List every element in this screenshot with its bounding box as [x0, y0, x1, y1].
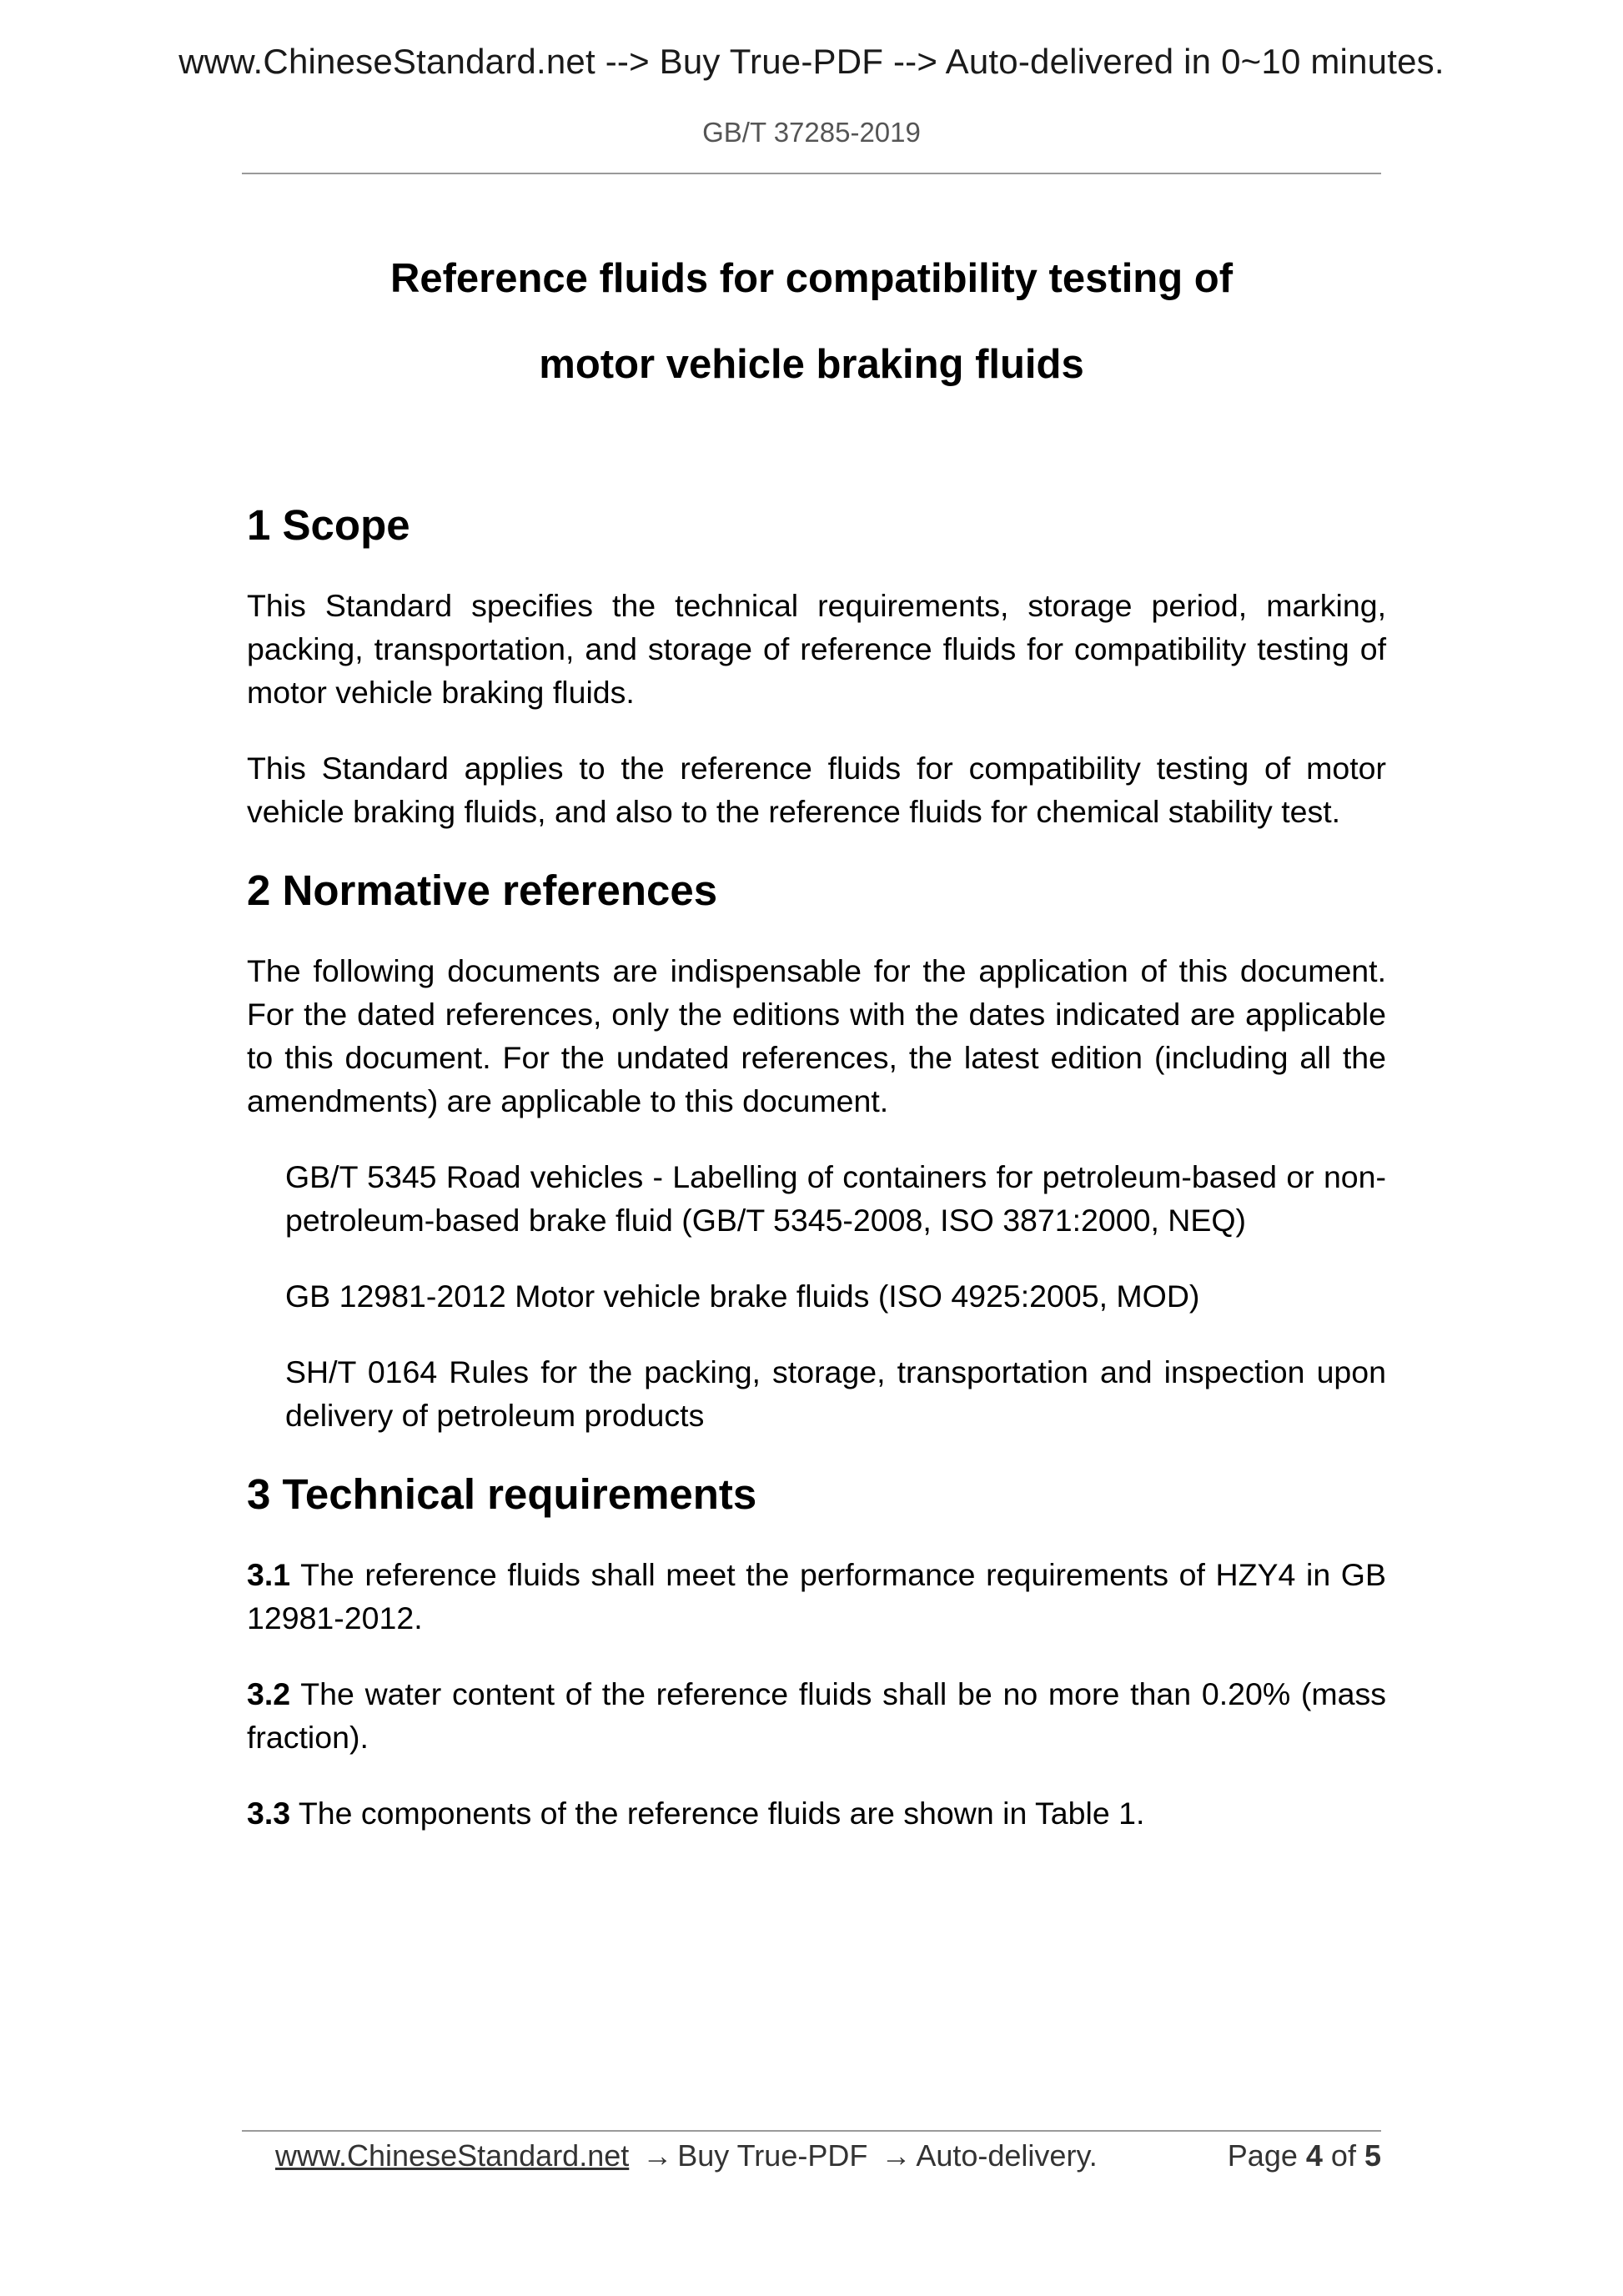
page-number: 4 — [1305, 2138, 1323, 2173]
clause-text: The components of the reference fluids are shown in Table 1. — [290, 1796, 1145, 1831]
standard-code: GB/T 37285-2019 — [702, 117, 921, 148]
reference-item: SH/T 0164 Rules for the packing, storage, transportation and inspection upon delivery of petroleum products — [285, 1354, 1386, 1433]
scope-paragraph-2: This Standard applies to the reference fluids for compatibility testing of motor vehicle braking fluids, and also to the reference fluids for chemical stability test. — [247, 751, 1386, 829]
footer-divider — [242, 2130, 1381, 2132]
header-banner: www.ChineseStandard.net --> Buy True-PDF --> Auto-delivered in 0~10 minutes. — [178, 42, 1445, 81]
reference-item: GB 12981-2012 Motor vehicle brake fluids (ISO 4925:2005, MOD) — [285, 1279, 1200, 1314]
clause-text: The reference fluids shall meet the performance requirements of HZY4 in GB 12981-2012. — [247, 1557, 1386, 1635]
document-body — [247, 492, 1386, 1835]
footer-buy-text: Buy True-PDF — [677, 2138, 868, 2173]
clause-number: 3.2 — [247, 1676, 291, 1711]
footer-site-link[interactable]: www.ChineseStandard.net — [275, 2138, 630, 2173]
page-total: 5 — [1364, 2138, 1381, 2173]
section-heading-scope: 1 Scope — [247, 501, 410, 549]
header-divider — [242, 173, 1381, 174]
title-line-1: Reference fluids for compatibility testing of — [389, 256, 1234, 301]
clause-number: 3.3 — [247, 1796, 291, 1831]
title-line-2: motor vehicle braking fluids — [539, 342, 1084, 387]
page-label: Page — [1227, 2138, 1298, 2173]
page-footer — [275, 2135, 1381, 2177]
section-heading-technical: 3 Technical requirements — [247, 1470, 757, 1518]
scope-paragraph-1: This Standard specifies the technical requirements, storage period, marking, packing, transportation, and storage of reference fluids for compatibility testing of motor vehicle braking fluids. — [247, 588, 1386, 710]
clause-3-1 — [247, 1553, 1386, 1640]
of-label: of — [1330, 2138, 1356, 2173]
clause-3-2 — [247, 1672, 1386, 1759]
clause-3-3 — [247, 1791, 1386, 1835]
page-indicator — [1228, 2135, 1381, 2177]
clause-number: 3.1 — [247, 1557, 291, 1592]
footer-delivery-text: Auto-delivery. — [916, 2138, 1098, 2173]
normative-intro: The following documents are indispensable for the application of this document. For the dated references, only the editions with the dates indicated are applicable to this document. For the undated references, the latest edition (including all the amendments) are applicable to this document. — [247, 953, 1386, 1118]
section-heading-normative: 2 Normative references — [247, 867, 718, 914]
arrow-right-icon: → — [642, 2138, 673, 2173]
clause-text: The water content of the reference fluids shall be no more than 0.20% (mass fraction). — [247, 1676, 1386, 1755]
document-title — [242, 236, 1381, 408]
arrow-right-icon: → — [881, 2138, 912, 2173]
reference-item: GB/T 5345 Road vehicles - Labelling of containers for petroleum-based or non-petroleum-based brake fluid (GB/T 5345-2008, ISO 3871:2000, NEQ) — [285, 1159, 1386, 1238]
